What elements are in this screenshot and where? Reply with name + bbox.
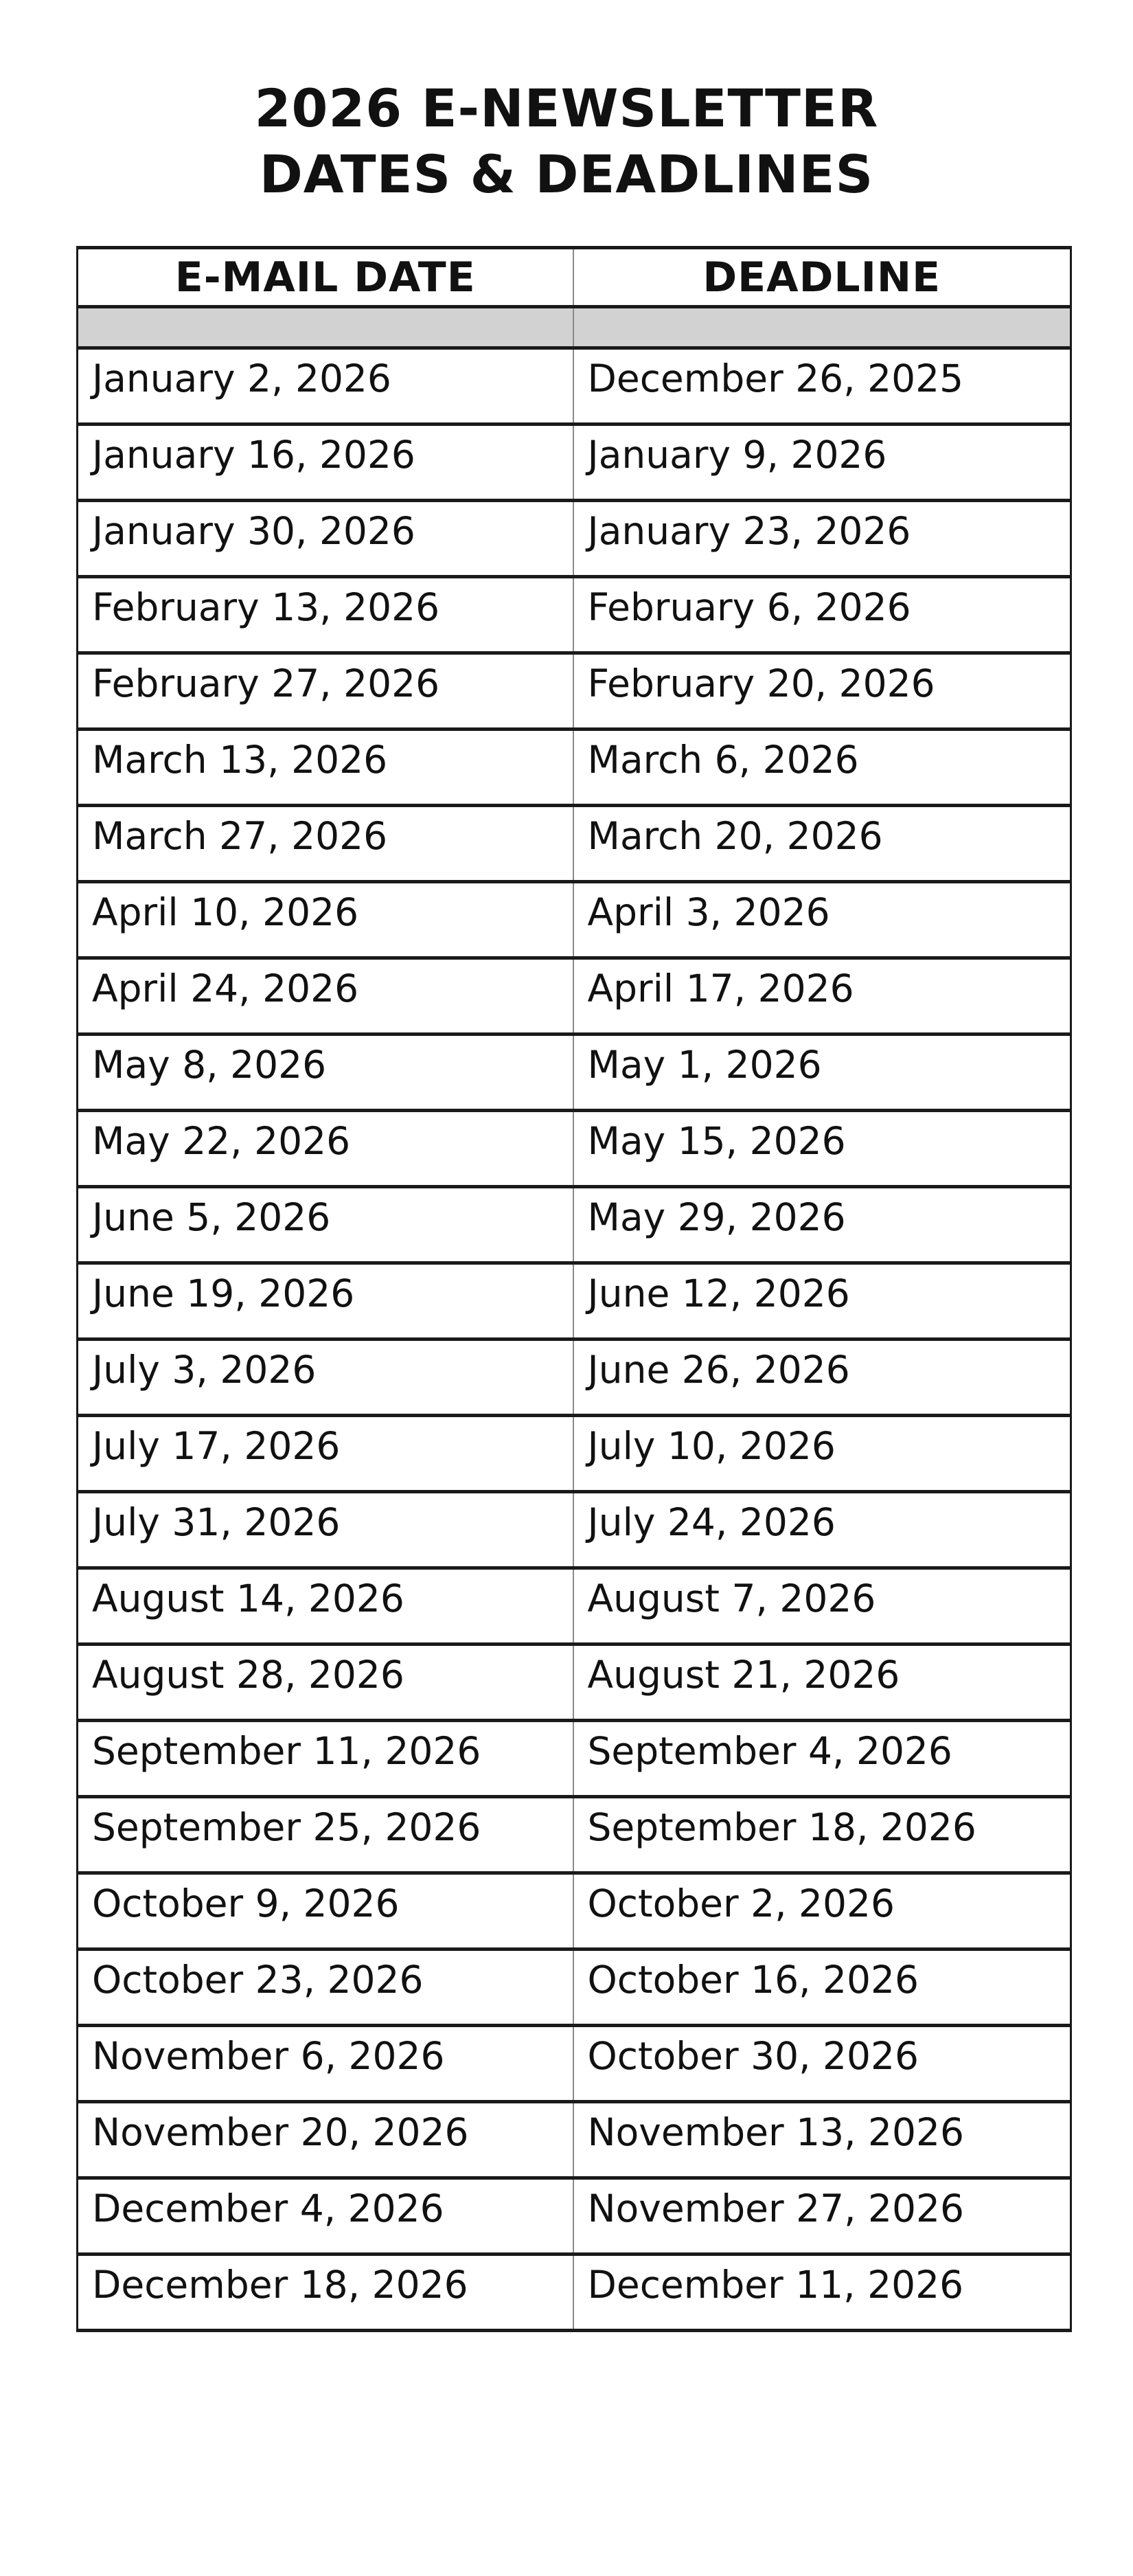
- email-date-cell: June 5, 2026: [78, 1187, 573, 1263]
- deadline-cell: June 26, 2026: [573, 1340, 1071, 1416]
- deadline-cell: January 9, 2026: [573, 425, 1071, 501]
- schedule-table-body: [78, 307, 1071, 2331]
- separator-cell: [78, 307, 573, 348]
- email-date-cell: July 3, 2026: [78, 1340, 573, 1416]
- table-row: [78, 1873, 1071, 1950]
- email-date-cell: August 28, 2026: [78, 1645, 573, 1721]
- deadline-cell: December 26, 2025: [573, 348, 1071, 425]
- table-row: [78, 1492, 1071, 1568]
- table-row: [78, 1721, 1071, 1797]
- deadline-cell: September 18, 2026: [573, 1797, 1071, 1873]
- email-date-cell: December 4, 2026: [78, 2178, 573, 2255]
- email-date-cell: September 11, 2026: [78, 1721, 573, 1797]
- deadline-cell: April 3, 2026: [573, 882, 1071, 958]
- deadline-cell: November 13, 2026: [573, 2102, 1071, 2178]
- page-title-line-1: 2026 E-NEWSLETTER: [254, 78, 879, 139]
- table-row: [78, 425, 1071, 501]
- table-row: [78, 1187, 1071, 1263]
- deadline-cell: February 6, 2026: [573, 577, 1071, 653]
- email-date-cell: October 23, 2026: [78, 1950, 573, 2026]
- deadline-cell: October 2, 2026: [573, 1873, 1071, 1950]
- deadline-cell: July 24, 2026: [573, 1492, 1071, 1568]
- email-date-cell: April 10, 2026: [78, 882, 573, 958]
- table-row: [78, 1111, 1071, 1187]
- table-row: [78, 1568, 1071, 1645]
- deadline-cell: May 15, 2026: [573, 1111, 1071, 1187]
- schedule-table: [76, 246, 1072, 2332]
- deadline-cell: June 12, 2026: [573, 1263, 1071, 1340]
- email-date-cell: January 30, 2026: [78, 501, 573, 577]
- deadline-cell: October 16, 2026: [573, 1950, 1071, 2026]
- email-date-cell: December 18, 2026: [78, 2255, 573, 2331]
- table-row: [78, 1263, 1071, 1340]
- table-row: [78, 2102, 1071, 2178]
- email-date-cell: March 13, 2026: [78, 730, 573, 806]
- page-title-line-2: DATES & DEADLINES: [259, 144, 874, 205]
- column-header-email-date: E-MAIL DATE: [78, 248, 573, 307]
- table-row: [78, 730, 1071, 806]
- deadline-cell: December 11, 2026: [573, 2255, 1071, 2331]
- column-header-deadline: DEADLINE: [573, 248, 1071, 307]
- table-row: [78, 2178, 1071, 2255]
- separator-cell: [573, 307, 1071, 348]
- header-row: [78, 248, 1071, 307]
- table-row: [78, 1950, 1071, 2026]
- table-row: [78, 1797, 1071, 1873]
- table-row: [78, 348, 1071, 425]
- deadline-cell: May 29, 2026: [573, 1187, 1071, 1263]
- email-date-cell: October 9, 2026: [78, 1873, 573, 1950]
- table-row: [78, 577, 1071, 653]
- email-date-cell: November 6, 2026: [78, 2026, 573, 2102]
- deadline-cell: May 1, 2026: [573, 1035, 1071, 1111]
- table-row: [78, 1340, 1071, 1416]
- deadline-cell: August 7, 2026: [573, 1568, 1071, 1645]
- email-date-cell: January 16, 2026: [78, 425, 573, 501]
- email-date-cell: April 24, 2026: [78, 958, 573, 1035]
- deadline-cell: January 23, 2026: [573, 501, 1071, 577]
- table-row: [78, 501, 1071, 577]
- email-date-cell: January 2, 2026: [78, 348, 573, 425]
- deadline-cell: November 27, 2026: [573, 2178, 1071, 2255]
- deadline-cell: September 4, 2026: [573, 1721, 1071, 1797]
- email-date-cell: July 17, 2026: [78, 1416, 573, 1492]
- deadline-cell: April 17, 2026: [573, 958, 1071, 1035]
- table-row: [78, 806, 1071, 882]
- table-row: [78, 1416, 1071, 1492]
- email-date-cell: May 22, 2026: [78, 1111, 573, 1187]
- deadline-cell: February 20, 2026: [573, 653, 1071, 730]
- table-row: [78, 958, 1071, 1035]
- table-row: [78, 1035, 1071, 1111]
- email-date-cell: June 19, 2026: [78, 1263, 573, 1340]
- email-date-cell: July 31, 2026: [78, 1492, 573, 1568]
- email-date-cell: March 27, 2026: [78, 806, 573, 882]
- email-date-cell: September 25, 2026: [78, 1797, 573, 1873]
- email-date-cell: May 8, 2026: [78, 1035, 573, 1111]
- table-row: [78, 1645, 1071, 1721]
- deadline-cell: October 30, 2026: [573, 2026, 1071, 2102]
- header-separator-band: [78, 307, 1071, 348]
- deadline-cell: March 20, 2026: [573, 806, 1071, 882]
- deadline-cell: August 21, 2026: [573, 1645, 1071, 1721]
- email-date-cell: November 20, 2026: [78, 2102, 573, 2178]
- deadline-cell: July 10, 2026: [573, 1416, 1071, 1492]
- deadline-cell: March 6, 2026: [573, 730, 1071, 806]
- email-date-cell: August 14, 2026: [78, 1568, 573, 1645]
- table-row: [78, 2255, 1071, 2331]
- email-date-cell: February 27, 2026: [78, 653, 573, 730]
- table-row: [78, 653, 1071, 730]
- table-row: [78, 882, 1071, 958]
- table-row: [78, 2026, 1071, 2102]
- email-date-cell: February 13, 2026: [78, 577, 573, 653]
